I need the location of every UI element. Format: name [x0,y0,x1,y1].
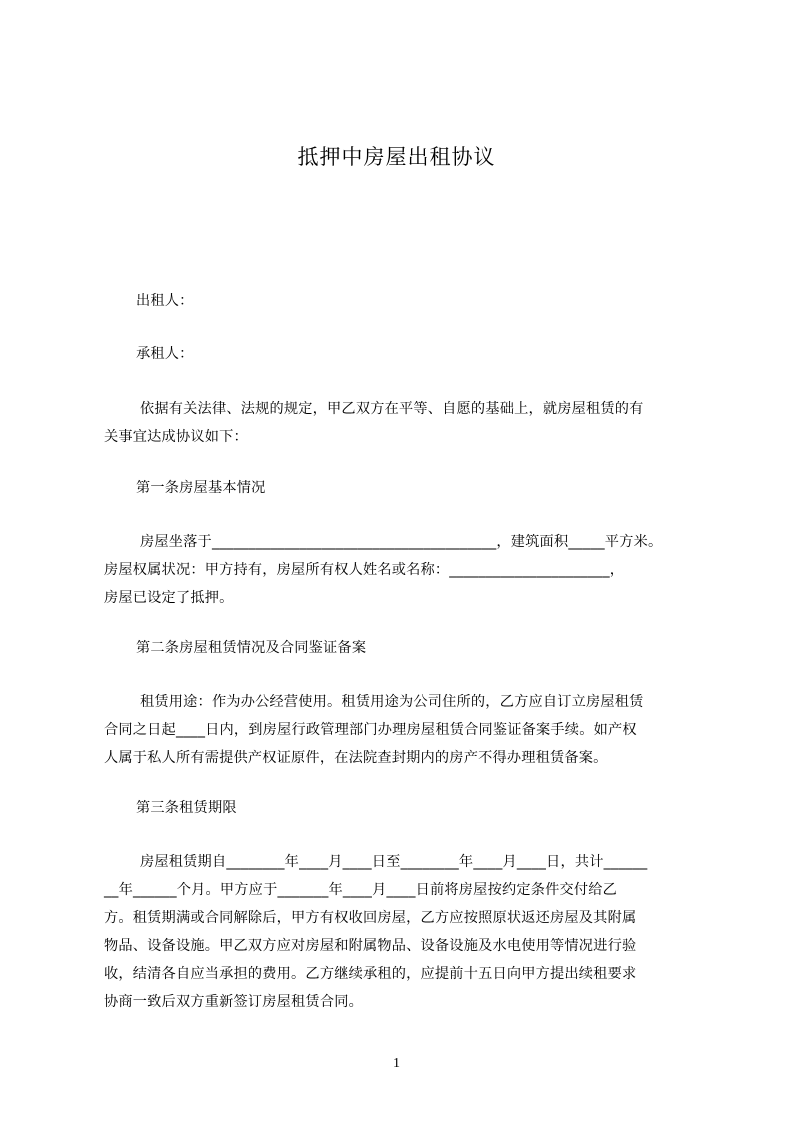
document-title: 抵押中房屋出租协议 [297,145,496,169]
article2-paragraph [104,688,716,772]
article3-heading-text: 第三条租赁期限 [136,800,237,816]
article1-line-1: 房屋坐落于_______________________________________，建筑面积_____平方米。 [140,534,663,550]
article3-line-2: __年______个月。甲方应于_______年____月____日前将房屋按约定条件交付给乙 [104,882,618,898]
intro-paragraph [104,395,716,451]
article3-line-6: 协商一致后双方重新签订房屋租赁合同。 [104,994,363,1010]
article1-line-3: 房屋已设定了抵押。 [104,590,234,606]
article2-line-1: 租赁用途：作为办公经营使用。租赁用途为公司住所的，乙方应自订立房屋租赁 [140,694,644,710]
article2-heading-text: 第二条房屋租赁情况及合同鉴证备案 [136,640,367,656]
article1-heading [104,474,716,502]
article1-line-2: 房屋权属状况：甲方持有，房屋所有权人姓名或名称：______________________， [104,562,625,578]
article3-line-4: 物品、设备设施。甲乙双方应对房屋和附属物品、设备设施及水电使用等情况进行验 [104,938,637,954]
article3-paragraph [104,848,716,1016]
article1-paragraph [104,528,716,612]
article2-line-3: 人属于私人所有需提供产权证原件，在法院查封期内的房产不得办理租赁备案。 [104,750,608,766]
article3-line-5: 收，结清各自应当承担的费用。乙方继续承租的，应提前十五日向甲方提出续租要求 [104,966,637,982]
article1-heading-text: 第一条房屋基本情况 [136,480,266,496]
article3-heading [104,794,716,822]
lessor-label: 出租人： [136,293,194,309]
lessee-label: 承租人： [136,346,194,362]
page-number: 1 [393,1056,400,1071]
lessee-field [104,340,716,368]
article2-line-2: 合同之日起____日内，到房屋行政管理部门办理房屋租赁合同鉴证备案手续。如产权 [104,722,637,738]
article3-line-3: 方。租赁期满或合同解除后，甲方有权收回房屋，乙方应按照原状返还房屋及其附属 [104,910,637,926]
article2-heading [104,634,716,662]
article3-line-1: 房屋租赁期自________年____月____日至________年____月____日，共计______ [140,854,648,870]
intro-line-1: 依据有关法律、法规的规定，甲乙双方在平等、自愿的基础上，就房屋租赁的有 [140,401,644,417]
lessor-field [104,287,716,315]
intro-line-2: 关事宜达成协议如下： [104,429,248,445]
